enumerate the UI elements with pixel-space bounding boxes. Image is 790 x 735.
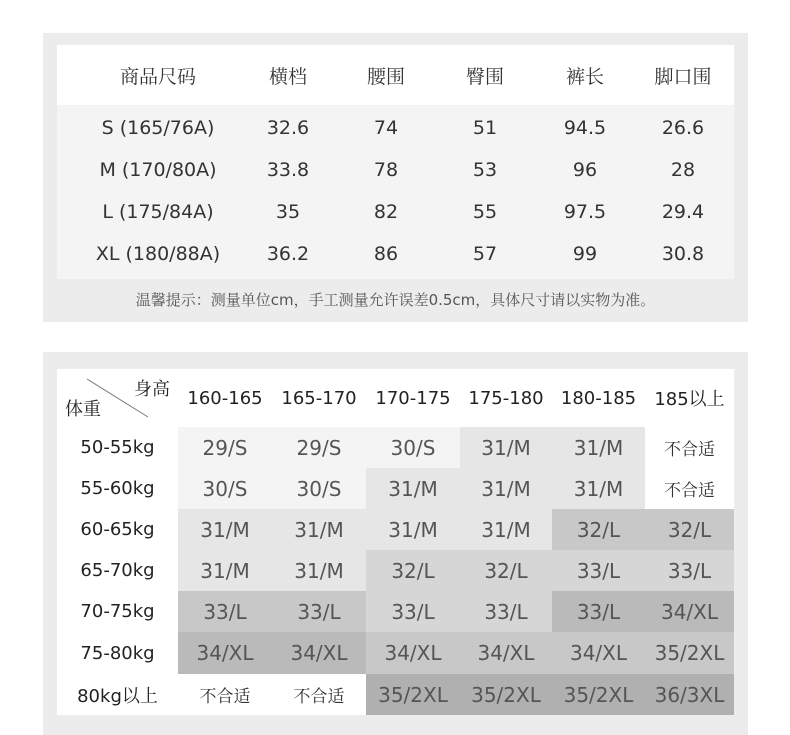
size-value-cell: 99: [572, 242, 598, 265]
size-recommendation-cell: 33/L: [645, 550, 734, 591]
size-header-cell: 臀围: [465, 65, 504, 88]
size-recommendation-cell: 34/XL: [552, 632, 645, 674]
size-recommendation-cell: 不合适: [645, 427, 734, 468]
size-recommendation-cell: 33/L: [178, 591, 272, 632]
size-value-cell: 35: [275, 200, 301, 223]
size-recommendation-cell: 34/XL: [178, 632, 272, 674]
height-header-cell: 185以上: [645, 369, 734, 427]
size-table-row: [57, 191, 734, 232]
size-recommendation-cell: 31/M: [272, 509, 366, 550]
weight-axis-label: 体重: [65, 399, 101, 420]
size-recommendation-cell: 33/L: [552, 591, 645, 632]
height-header-cell: 175-180: [460, 369, 552, 427]
size-value-cell: 53: [472, 158, 498, 181]
size-header-cell: 横档: [268, 65, 307, 88]
size-recommendation-cell: 32/L: [552, 509, 645, 550]
height-header-cell: 180-185: [552, 369, 645, 427]
size-table-row: [57, 149, 734, 190]
size-recommendation-cell: 29/S: [272, 427, 366, 468]
weight-row-label: 65-70kg: [57, 550, 178, 591]
measurement-note: 温馨提示：测量单位cm，手工测量允许误差0.5cm，具体尺寸请以实物为准。: [135, 290, 656, 309]
size-value-cell: 96: [572, 158, 598, 181]
size-table-header: [57, 45, 734, 105]
size-recommendation-cell: 31/M: [460, 468, 552, 509]
size-label-cell: S (165/76A): [101, 116, 215, 139]
size-value-cell: 51: [472, 116, 498, 139]
size-label-cell: XL (180/88A): [95, 242, 221, 265]
size-recommendation-cell: 30/S: [272, 468, 366, 509]
size-value-cell: 82: [373, 200, 399, 223]
size-recommendation-cell: 31/M: [366, 509, 460, 550]
size-recommendation-cell: 35/2XL: [552, 674, 645, 715]
size-recommendation-cell: 33/L: [552, 550, 645, 591]
height-weight-corner-cell: [57, 369, 178, 427]
weight-row-label: 70-75kg: [57, 591, 178, 632]
size-table-body: [57, 105, 734, 279]
height-header-cell: 165-170: [272, 369, 366, 427]
size-recommendation-cell: 32/L: [645, 509, 734, 550]
size-recommendation-cell: 35/2XL: [366, 674, 460, 715]
size-recommendation-cell: 31/M: [178, 550, 272, 591]
size-value-cell: 30.8: [661, 242, 705, 265]
size-recommendation-cell: 不合适: [178, 674, 272, 715]
size-recommendation-cell: 36/3XL: [645, 674, 734, 715]
size-recommendation-cell: 31/M: [178, 509, 272, 550]
size-label-cell: L (175/84A): [102, 200, 214, 223]
size-header-cell: 裤长: [565, 65, 604, 88]
size-recommendation-cell: 32/L: [460, 550, 552, 591]
size-recommendation-cell: 30/S: [178, 468, 272, 509]
size-recommendation-cell: 33/L: [460, 591, 552, 632]
size-recommendation-cell: 31/M: [460, 427, 552, 468]
size-chart-panel: [43, 33, 748, 322]
size-label-cell: M (170/80A): [99, 158, 217, 181]
size-recommendation-cell: 不合适: [272, 674, 366, 715]
size-recommendation-cell: 33/L: [272, 591, 366, 632]
size-recommendation-cell: 35/2XL: [460, 674, 552, 715]
size-table-row: [57, 233, 734, 274]
size-value-cell: 26.6: [661, 116, 705, 139]
weight-row-label: 80kg以上: [57, 674, 178, 715]
recommendation-grid: [57, 369, 734, 715]
height-header-cell: 160-165: [178, 369, 272, 427]
size-recommendation-cell: 32/L: [366, 550, 460, 591]
weight-row-label: 50-55kg: [57, 427, 178, 468]
size-recommendation-cell: 31/M: [460, 509, 552, 550]
size-recommendation-cell: 35/2XL: [645, 632, 734, 674]
size-recommendation-cell: 30/S: [366, 427, 460, 468]
size-recommendation-cell: 34/XL: [272, 632, 366, 674]
size-value-cell: 57: [472, 242, 498, 265]
height-axis-label: 身高: [134, 379, 170, 400]
size-table: [57, 45, 734, 279]
size-recommendation-cell: 31/M: [272, 550, 366, 591]
size-value-cell: 78: [373, 158, 399, 181]
size-recommendation-cell: 不合适: [645, 468, 734, 509]
size-recommendation-cell: 29/S: [178, 427, 272, 468]
size-recommendation-cell: 33/L: [366, 591, 460, 632]
height-header-cell: 170-175: [366, 369, 460, 427]
size-recommendation-cell: 31/M: [366, 468, 460, 509]
size-value-cell: 74: [373, 116, 399, 139]
size-recommendation-cell: 31/M: [552, 427, 645, 468]
size-recommendation-cell: 34/XL: [366, 632, 460, 674]
weight-row-label: 75-80kg: [57, 632, 178, 674]
size-value-cell: 28: [670, 158, 696, 181]
recommendation-panel: [43, 352, 748, 735]
size-value-cell: 94.5: [563, 116, 607, 139]
size-header-cell: 商品尺码: [119, 65, 196, 88]
size-value-cell: 33.8: [266, 158, 310, 181]
size-value-cell: 32.6: [266, 116, 310, 139]
size-value-cell: 86: [373, 242, 399, 265]
size-header-cell: 脚口围: [654, 65, 712, 88]
size-value-cell: 29.4: [661, 200, 705, 223]
size-value-cell: 55: [472, 200, 498, 223]
size-recommendation-cell: 31/M: [552, 468, 645, 509]
size-table-row: [57, 107, 734, 148]
size-recommendation-cell: 34/XL: [645, 591, 734, 632]
weight-row-label: 55-60kg: [57, 468, 178, 509]
size-header-cell: 腰围: [366, 65, 405, 88]
size-value-cell: 97.5: [563, 200, 607, 223]
weight-row-label: 60-65kg: [57, 509, 178, 550]
size-value-cell: 36.2: [266, 242, 310, 265]
size-recommendation-cell: 34/XL: [460, 632, 552, 674]
